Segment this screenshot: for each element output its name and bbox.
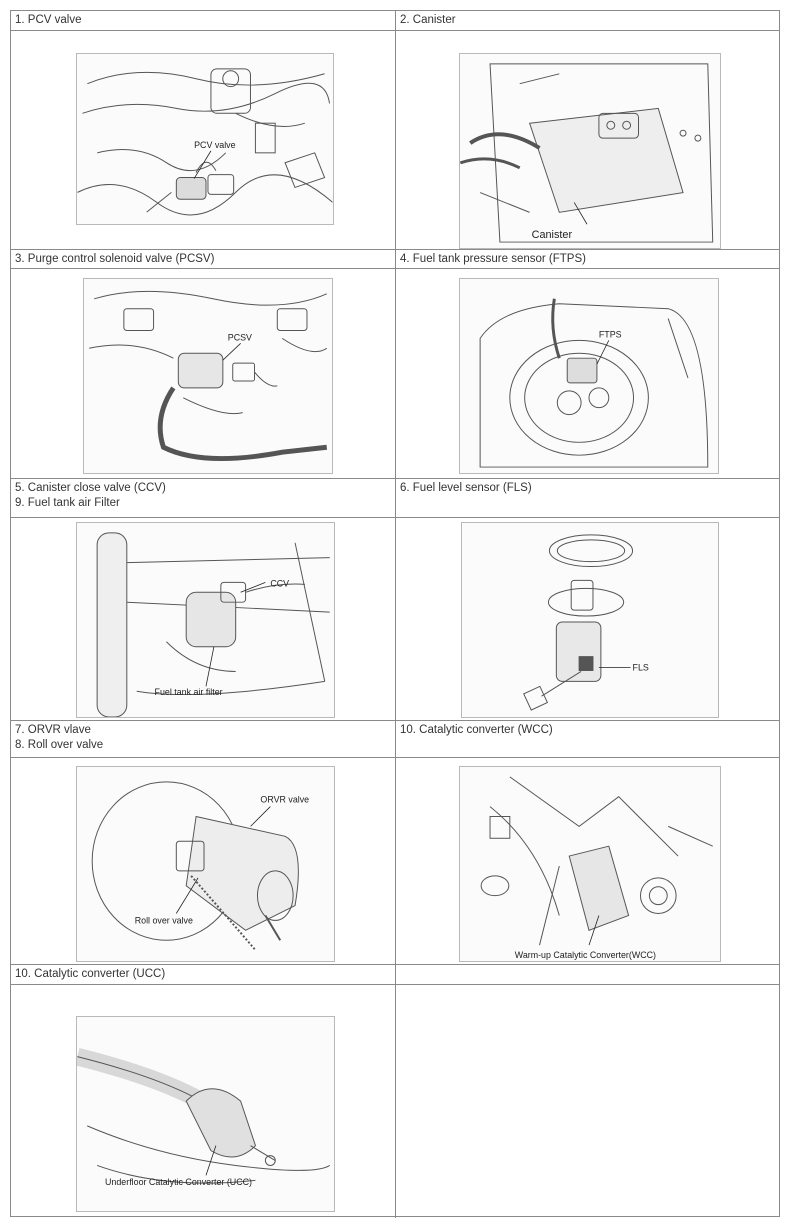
row-divider (11, 964, 779, 965)
callout-pcsv: PCSV (227, 332, 252, 343)
section-header-line: 6. Fuel level sensor (FLS) (400, 482, 532, 494)
section-header-line: 1. PCV valve (15, 14, 82, 26)
section-header-line: 5. Canister close valve (CCV) (15, 482, 166, 494)
section-header-canister (400, 13, 456, 28)
callout-canister: Canister (531, 229, 573, 242)
fls-illustration (461, 522, 719, 718)
pcv-valve-drawing (77, 54, 333, 224)
section-header-line: 8. Roll over valve (15, 739, 104, 751)
row-divider (11, 268, 779, 269)
section-header-pcsv (15, 252, 214, 267)
section-header-line: 2. Canister (400, 14, 456, 26)
canister-illustration (459, 53, 721, 249)
section-header-pcv (15, 13, 81, 28)
wcc-drawing (460, 767, 720, 961)
pcsv-illustration (83, 278, 333, 474)
orvr-illustration (76, 766, 335, 962)
row-divider (11, 720, 779, 721)
section-header-wcc (400, 723, 553, 738)
row-divider (11, 249, 779, 250)
ucc-illustration (76, 1016, 335, 1212)
fls-drawing (462, 523, 718, 717)
column-divider (395, 11, 396, 1218)
callout-fuel-tank-air-filter: Fuel tank air filter (154, 687, 223, 698)
row-divider (11, 478, 779, 479)
row-divider (11, 517, 779, 518)
pcsv-drawing (84, 279, 332, 473)
callout-ccv: CCV (270, 578, 290, 589)
ftps-drawing (460, 279, 718, 473)
wcc-illustration (459, 766, 721, 962)
ccv-illustration (76, 522, 335, 718)
ccv-drawing (77, 523, 334, 717)
row-divider (11, 757, 779, 758)
ucc-drawing (77, 1017, 334, 1211)
section-header-line: 10. Catalytic converter (WCC) (400, 724, 553, 736)
section-header-line: 7. ORVR vlave (15, 724, 91, 736)
callout-orvr-valve: ORVR valve (260, 794, 310, 805)
callout-roll-over-valve: Roll over valve (134, 915, 193, 926)
ftps-illustration (459, 278, 719, 474)
row-divider (11, 984, 779, 985)
section-header-orvr (15, 723, 103, 753)
callout-fls: FLS (632, 662, 649, 673)
callout-ucc: Underfloor Catalytic Converter (UCC) (105, 1177, 253, 1188)
pcv-valve-illustration (76, 53, 334, 225)
orvr-drawing (77, 767, 334, 961)
row-divider (11, 30, 779, 31)
section-header-line: 9. Fuel tank air Filter (15, 497, 120, 509)
callout-ftps: FTPS (598, 329, 622, 340)
section-header-ccv (15, 481, 166, 511)
section-header-ucc (15, 967, 165, 982)
section-header-line: 3. Purge control solenoid valve (PCSV) (15, 253, 215, 265)
canister-drawing (460, 54, 720, 248)
section-header-line: 10. Catalytic converter (UCC) (15, 968, 166, 980)
section-header-ftps (400, 252, 586, 267)
callout-wcc: Warm-up Catalytic Converter(WCC) (514, 950, 656, 961)
callout-pcv-valve: PCV valve (194, 139, 236, 150)
section-header-line: 4. Fuel tank pressure sensor (FTPS) (400, 253, 586, 265)
section-header-fls (400, 481, 532, 496)
components-table (10, 10, 780, 1217)
